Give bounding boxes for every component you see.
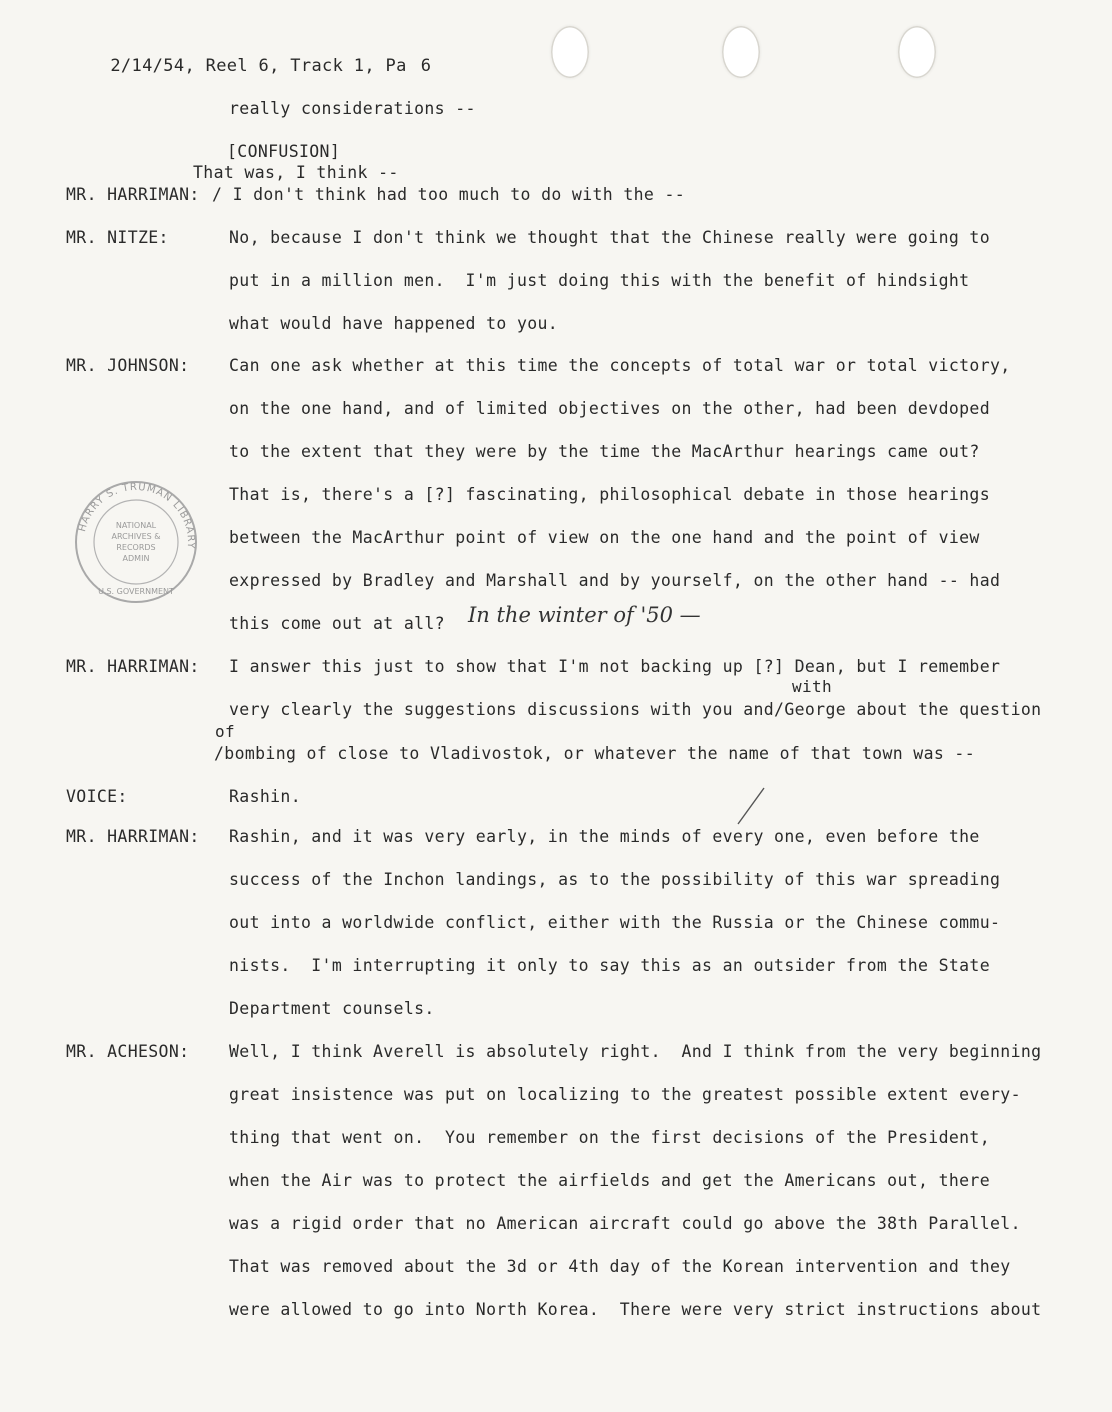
stamp-line: RECORDS — [116, 543, 156, 552]
text-line: No, because I don't think we thought that the Chinese really were going to — [229, 228, 991, 247]
text-line: Well, I think Averell is absolutely right. And I think from the very beginning — [229, 1042, 1042, 1061]
header-page-number: 6 — [420, 56, 432, 76]
text-line: [CONFUSION] — [227, 142, 341, 161]
text-line: very clearly the suggestions discussions with you and/George about the question — [229, 700, 1042, 719]
text-line: out into a worldwide conflict, either with the Russia or the Chinese commu- — [229, 913, 1001, 932]
text-line: That was, I think -- — [193, 163, 399, 182]
speaker-label: MR. HARRIMAN: — [66, 185, 200, 204]
text-line: when the Air was to protect the airfields and get the Americans out, there — [229, 1171, 991, 1190]
speaker-label: MR. NITZE: — [66, 228, 169, 247]
text-line: really considerations -- — [229, 99, 476, 118]
stamp-bottom-text: U.S. GOVERNMENT — [98, 587, 174, 596]
text-line: That was removed about the 3d or 4th day of the Korean intervention and they — [229, 1257, 1011, 1276]
text-line: Rashin, and it was very early, in the minds of every one, even before the — [229, 827, 980, 846]
speaker-label: MR. HARRIMAN: — [66, 657, 200, 676]
text-line: I answer this just to show that I'm not backing up [?] Dean, but I remember — [229, 657, 1001, 676]
text-line-insert: with — [792, 677, 832, 696]
text-line: what would have happened to you. — [229, 314, 559, 333]
handwritten-note: In the winter of '50 — — [468, 603, 701, 627]
text-line: success of the Inchon landings, as to the possibility of this war spreading — [229, 870, 1001, 889]
text-line: nists. I'm interrupting it only to say this as an outsider from the State — [229, 956, 991, 975]
text-line: put in a million men. I'm just doing this with the benefit of hindsight — [229, 271, 970, 290]
text-line: between the MacArthur point of view on the one hand and the point of view — [229, 528, 980, 547]
header-ref: 2/14/54, Reel 6, Track 1, Pa — [110, 56, 407, 76]
speaker-label: VOICE: — [66, 787, 128, 806]
library-stamp — [72, 478, 200, 606]
text-line: Rashin. — [229, 787, 301, 806]
stamp-line: NATIONAL — [115, 521, 157, 530]
text-line: thing that went on. You remember on the first decisions of the President, — [229, 1128, 991, 1147]
stamp-outer-text: HARRY S. TRUMAN LIBRARY — [77, 481, 197, 550]
text-line: Can one ask whether at this time the concepts of total war or total victory, — [229, 356, 1011, 375]
text-line: That is, there's a [?] fascinating, philosophical debate in those hearings — [229, 485, 991, 504]
text-line: expressed by Bradley and Marshall and by yourself, on the other hand -- had — [229, 571, 1001, 590]
text-line: Department counsels. — [229, 999, 435, 1018]
speaker-label: MR. ACHESON: — [66, 1042, 190, 1061]
punch-hole-middle — [722, 26, 760, 78]
stamp-line: ARCHIVES & — [111, 532, 161, 541]
text-line: was a rigid order that no American aircraft could go above the 38th Parallel. — [229, 1214, 1021, 1233]
text-line: / I don't think had too much to do with the -- — [212, 185, 686, 204]
text-line: on the one hand, and of limited objectives on the other, had been devdoped — [229, 399, 991, 418]
page-header — [68, 36, 431, 96]
text-line: to the extent that they were by the time the MacArthur hearings came out? — [229, 442, 980, 461]
text-line: great insistence was put on localizing to the greatest possible extent every- — [229, 1085, 1021, 1104]
punch-hole-left — [551, 26, 589, 78]
punch-hole-right — [898, 26, 936, 78]
text-line-insert: of — [215, 722, 235, 741]
pen-mark — [730, 784, 770, 828]
text-line: this come out at all? — [229, 614, 445, 633]
text-line: /bombing of close to Vladivostok, or whatever the name of that town was -- — [214, 744, 976, 763]
stamp-line: ADMIN — [122, 554, 150, 563]
speaker-label: MR. HARRIMAN: — [66, 827, 200, 846]
speaker-label: MR. JOHNSON: — [66, 356, 190, 375]
text-line: were allowed to go into North Korea. There were very strict instructions about — [229, 1300, 1042, 1319]
